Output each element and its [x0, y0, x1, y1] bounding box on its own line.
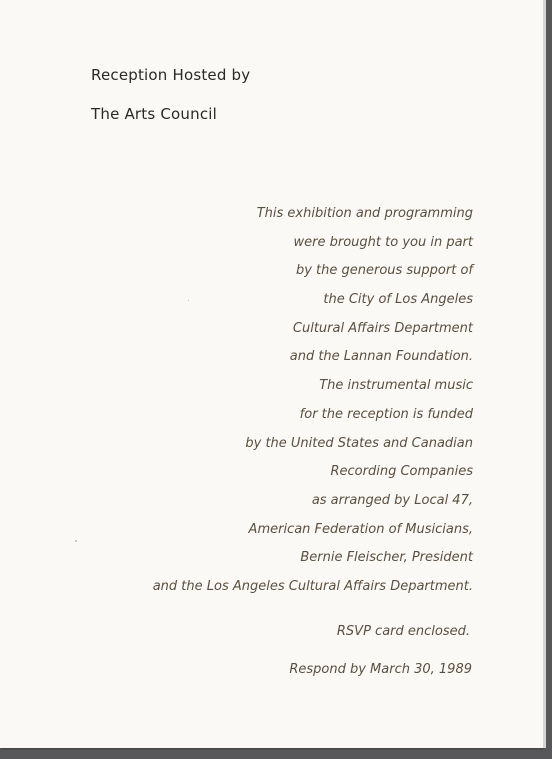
- acknowledgement-line: as arranged by Local 47,: [311, 492, 473, 508]
- acknowledgement-line: Cultural Affairs Department: [292, 320, 473, 336]
- rsvp-note: RSVP card enclosed.: [336, 624, 470, 639]
- acknowledgement-line: the City of Los Angeles: [323, 292, 473, 308]
- acknowledgement-line: by the United States and Canadian: [245, 435, 473, 451]
- acknowledgement-line: American Federation of Musicians,: [248, 521, 473, 537]
- paper-speck: [75, 540, 77, 542]
- acknowledgement-line: by the generous support of: [295, 263, 473, 279]
- reception-heading: Reception Hosted by: [91, 66, 251, 84]
- page-edge: [543, 0, 546, 748]
- acknowledgement-line: This exhibition and programming: [256, 206, 473, 221]
- acknowledgement-line: and the Los Angeles Cultural Affairs Department.: [152, 578, 473, 594]
- acknowledgement-line: and the Lannan Foundation.: [289, 349, 473, 365]
- acknowledgement-line: for the reception is funded: [299, 406, 473, 422]
- acknowledgement-line: The instrumental music: [319, 378, 473, 394]
- acknowledgement-line: Recording Companies: [330, 464, 473, 480]
- acknowledgement-paragraph: [53, 204, 473, 606]
- host-heading: The Arts Council: [91, 105, 218, 123]
- acknowledgement-line: Bernie Fleischer, President: [300, 550, 473, 566]
- paper-speck: [188, 300, 189, 301]
- respond-by-date: Respond by March 30, 1989: [289, 662, 472, 677]
- acknowledgement-line: were brought to you in part: [293, 234, 473, 250]
